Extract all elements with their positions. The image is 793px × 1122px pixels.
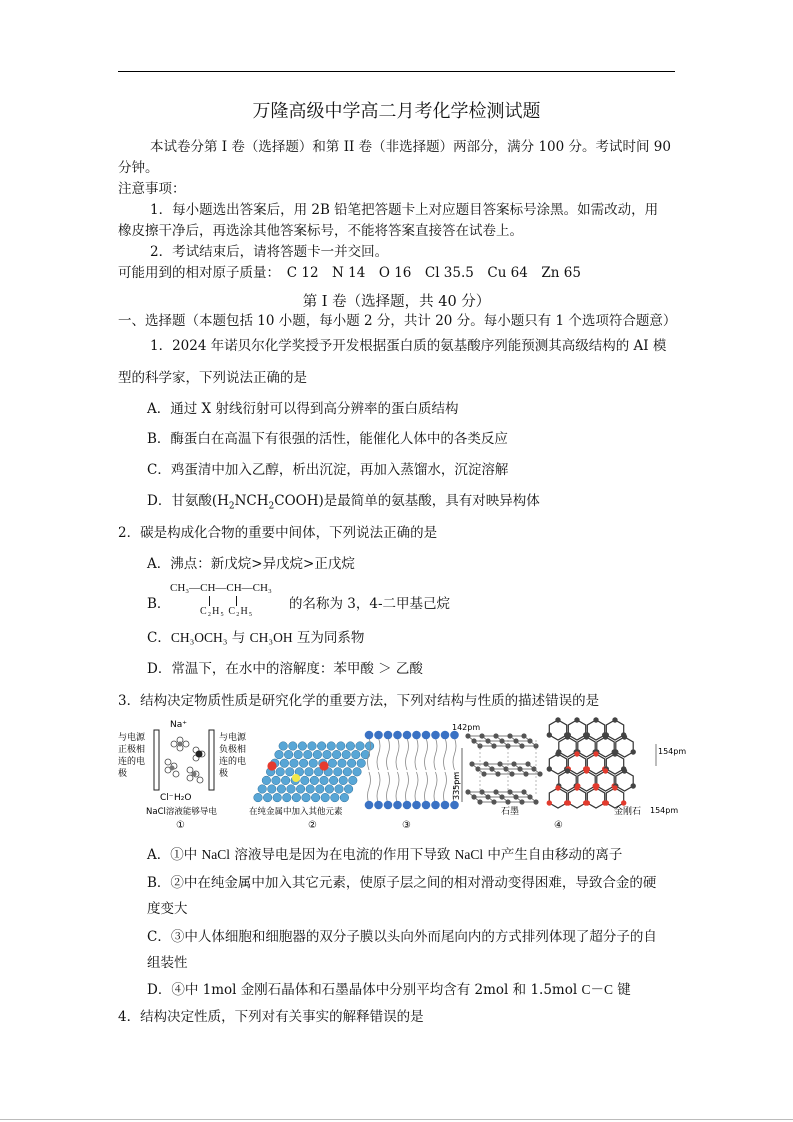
lipid-tail-bottom (425, 772, 428, 804)
q1-option-d: D．甘氨酸$(H_2NCH_2COOH)$是最简单的氨基酸，具有对映异构体 (147, 493, 540, 512)
metal-atom (280, 759, 289, 768)
struct-bond-2 (236, 596, 237, 606)
lipid-tail-top (406, 738, 409, 770)
bilayer-panel (365, 731, 459, 831)
diamond-ring (568, 720, 585, 740)
q2-stem: 2．碳是构成化合物的重要中间体，下列说法正确的是 (118, 525, 438, 541)
metal-atom (289, 742, 298, 751)
carbon-atom (509, 771, 514, 776)
diamond-atom (593, 785, 598, 790)
q1-stem-line1: 1．2024 年诺贝尔化学奖授予开发根据蛋白质的氨基酸序列能预测其高级结构的 AI 模 (150, 338, 667, 354)
metal-atom (294, 750, 303, 759)
metal-atom (365, 742, 374, 751)
metal-atom (263, 793, 272, 802)
lipid-head-top (403, 731, 412, 740)
diamond-atom (566, 800, 571, 805)
lipid-tail-bottom (396, 772, 399, 804)
metal-atom (298, 742, 307, 751)
diamond-atom (593, 717, 598, 722)
q2-option-d: D．常温下，在水中的溶解度：苯甲酸 ＞ 乙酸 (147, 661, 423, 677)
metal-atom (323, 750, 332, 759)
metal-atom (262, 776, 271, 785)
diamond-ring (587, 720, 604, 740)
lipid-head-top (374, 731, 383, 740)
diamond-ring (597, 737, 614, 757)
figure-number-4: ④ (554, 820, 563, 831)
metal-atom (335, 785, 344, 794)
metal-atom (292, 793, 301, 802)
diamond-atom (612, 785, 617, 790)
carbon-atom (517, 766, 522, 771)
diamond-ring (606, 788, 623, 808)
metal-atom (331, 793, 340, 802)
metal-atom (268, 785, 277, 794)
q1-option-b: B．酶蛋白在高温下有很强的活性，能催化人体中的各类反应 (147, 431, 508, 447)
left-electrode-label-4: 极 (118, 769, 128, 779)
metal-atom (273, 793, 282, 802)
carbon-atom (465, 789, 470, 794)
metal-atom (287, 785, 296, 794)
struct-bottom: C₂H₅ C₂H₅ (200, 606, 254, 617)
lipid-tail-top (396, 738, 399, 770)
carbon-atom (519, 799, 524, 804)
lipid-head-top (384, 731, 393, 740)
metal-atom (352, 750, 361, 759)
metal-atom (304, 750, 313, 759)
diamond-ring (549, 788, 566, 808)
diamond-atom (631, 749, 636, 754)
nacl-solution-panel (118, 720, 247, 831)
diamond-atom (574, 751, 579, 756)
lipid-tail-bottom (434, 772, 437, 804)
metal-atom (325, 785, 334, 794)
lipid-head-bottom (441, 801, 450, 810)
metal-atom (258, 785, 267, 794)
diamond-atom (574, 717, 579, 722)
diamond-atom (584, 768, 589, 773)
q3-structure-figure (116, 716, 687, 834)
metal-atom (327, 742, 336, 751)
hydrated-ions (165, 737, 205, 783)
q2-option-b-text: 的名称为 3，4-二甲基己烷 (289, 596, 451, 612)
carbon-atom (525, 761, 530, 766)
carbon-atom (491, 799, 496, 804)
graphite-layer-spacing: 335pm (452, 771, 461, 800)
metal-atom (317, 742, 326, 751)
diamond-atom (555, 751, 560, 756)
diamond-lattice (547, 717, 636, 808)
q3-option-c-line2: 组装性 (147, 955, 188, 971)
metal-atom (334, 768, 343, 777)
intro-line2: 分钟。 (118, 160, 159, 176)
carbon-atom (527, 738, 532, 743)
diamond-atom (585, 800, 590, 805)
diamond-ring (616, 771, 633, 791)
foreign-atom-1 (267, 761, 276, 770)
lipid-tail-bottom (406, 772, 409, 804)
carbon-atom (521, 733, 526, 738)
metal-atom (338, 759, 347, 768)
q1-option-a: A．通过 X 射线衍射可以得到高分辨率的蛋白质结构 (147, 401, 459, 417)
metal-atom (343, 768, 352, 777)
metal-atom (356, 742, 365, 751)
carbon-atom (483, 761, 488, 766)
diamond-atom (584, 734, 589, 739)
q4-stem: 4．结构决定性质，下列对有关事实的解释错误的是 (118, 1009, 424, 1025)
metal-atom (313, 750, 322, 759)
metal-atom (342, 750, 351, 759)
left-electrode-label-1: 与电源 (118, 733, 146, 743)
graphite-lattice (465, 733, 542, 804)
diamond-atom (574, 785, 579, 790)
struct-top: CH₃—CH—CH—CH₃ (170, 582, 272, 594)
lipid-tail-top (453, 738, 456, 770)
carbon-atom (507, 733, 512, 738)
carbon-atom (489, 766, 494, 771)
metal-atom (316, 785, 325, 794)
lipid-head-top (365, 731, 374, 740)
metal-atom (357, 759, 366, 768)
metal-atom (308, 742, 317, 751)
carbon-atom (519, 743, 524, 748)
caption-1: NaCl溶液能够导电 (146, 807, 217, 817)
lipid-tail-top (434, 738, 437, 770)
metal-atom (321, 793, 330, 802)
diamond-atom (622, 768, 627, 773)
lipid-tail-top (377, 738, 380, 770)
figure-number-3: ③ (402, 820, 411, 831)
lipid-tail-bottom (368, 772, 371, 804)
right-electrode-label-2: 负极相 (219, 745, 247, 755)
lipid-tail-top (415, 738, 418, 770)
diamond-ring (606, 720, 623, 740)
carbon-atom (471, 738, 476, 743)
carbon-atom (469, 761, 474, 766)
left-electrode-label-3: 连的电 (118, 757, 146, 767)
struct-bond-1 (209, 596, 210, 606)
note1-line2: 橡皮擦干净后，再选涂其他答案标号，不能将答案直接答在试卷上。 (118, 223, 523, 239)
carbon-atom (505, 799, 510, 804)
metal-atom (344, 785, 353, 794)
q2-option-a: A．沸点：新戊烷>异戊烷>正戊烷 (147, 556, 355, 572)
metal-atom (277, 785, 286, 794)
diamond-atom (593, 751, 598, 756)
caption-2: 在纯金属中加入其他元素 (249, 807, 343, 817)
diamond-ring (597, 771, 614, 791)
foreign-atom-3 (292, 774, 300, 782)
right-electrode-label-1: 与电源 (219, 733, 247, 743)
notice-heading: 注意事项： (118, 181, 186, 197)
carbon-atom (521, 789, 526, 794)
bilayer-lipids (365, 731, 459, 810)
lipid-head-top (412, 731, 421, 740)
diamond-ring (559, 771, 576, 791)
metal-atom (301, 776, 310, 785)
metal-atom (279, 742, 288, 751)
metal-atom (296, 785, 305, 794)
q2-option-c: C．CH₃OCH₃ 与 CH₃OH 互为同系物 (147, 630, 365, 646)
graphite-caption: 石墨 (501, 807, 520, 817)
graphite-panel (452, 723, 543, 817)
metal-atom (349, 776, 358, 785)
lipid-head-bottom (403, 801, 412, 810)
left-electrode (154, 730, 159, 790)
diamond-ring (549, 754, 566, 774)
carbon-atom (493, 789, 498, 794)
metal-atom (353, 768, 362, 777)
note1-line1: 1．每小题选出答案后，用 2B 铅笔把答题卡上对应题目答案标号涂黑。如需改动，用 (150, 202, 659, 218)
metal-atom (275, 750, 284, 759)
carbon-atom (479, 733, 484, 738)
lipid-tail-bottom (415, 772, 418, 804)
lipid-tail-bottom (444, 772, 447, 804)
diamond-ring (559, 737, 576, 757)
diamond-ring (616, 737, 633, 757)
right-electrode-label-3: 连的电 (219, 757, 247, 767)
lipid-head-bottom (374, 801, 383, 810)
diamond-ring (578, 771, 595, 791)
atomic-masses: 可能用到的相对原子质量： C 12 N 14 O 16 Cl 35.5 Cu 64 Zn 65 (118, 265, 581, 281)
metal-atom (311, 793, 320, 802)
diamond-atom (604, 800, 609, 805)
alloy-panel (249, 742, 374, 831)
q3-option-c-line1: C．③中人体细胞和细胞器的双分子膜以头向外而尾向内的方式排列体现了超分子的自 (147, 929, 657, 945)
carbon-atom (471, 794, 476, 799)
lipid-head-bottom (431, 801, 440, 810)
carbon-atom (523, 771, 528, 776)
lipid-head-bottom (450, 801, 459, 810)
lipid-head-top (431, 731, 440, 740)
metal-atom (299, 759, 308, 768)
diamond-atom (622, 734, 627, 739)
diamond-atom (555, 717, 560, 722)
cl-ion-label: Cl⁻ (160, 793, 174, 803)
carbon-atom (499, 738, 504, 743)
carbon-atom (513, 738, 518, 743)
diamond-atom (603, 734, 608, 739)
lipid-tail-top (387, 738, 390, 770)
carbon-atom (511, 761, 516, 766)
diamond-ring (578, 737, 595, 757)
graphite-bond-length: 142pm (452, 723, 481, 732)
lipid-head-top (441, 731, 450, 740)
note2: 2．考试结束后，请将答题卡一并交回。 (150, 244, 389, 260)
diamond-atom (547, 732, 552, 737)
lipid-tail-bottom (377, 772, 380, 804)
page-title: 万隆高级中学高二月考化学检测试题 (252, 101, 541, 122)
lipid-head-bottom (422, 801, 431, 810)
lipid-head-top (393, 731, 402, 740)
carbon-atom (491, 743, 496, 748)
metal-atom (329, 776, 338, 785)
diamond-ring (568, 788, 585, 808)
carbon-atom (495, 771, 500, 776)
metal-atom (328, 759, 337, 768)
water-label: H₂O (174, 793, 192, 803)
lipid-head-bottom (365, 801, 374, 810)
diamond-atom (631, 783, 636, 788)
carbon-atom (477, 799, 482, 804)
q1-option-c: C．鸡蛋清中加入乙醇，析出沉淀，再加入蒸馏水，沉淀溶解 (147, 462, 509, 478)
metal-atom (284, 750, 293, 759)
diamond-ring (606, 754, 623, 774)
lipid-head-bottom (412, 801, 421, 810)
q3-option-a: A．①中 NaCl 溶液导电是因为在电流的作用下导致 NaCl 中产生自由移动的离子 (147, 847, 623, 863)
diamond-atom (612, 751, 617, 756)
metal-atom (310, 776, 319, 785)
lipid-head-bottom (393, 801, 402, 810)
carbon-atom (499, 794, 504, 799)
lipid-tail-top (444, 738, 447, 770)
diamond-atom (621, 800, 626, 805)
metal-atom (305, 768, 314, 777)
carbon-atom (465, 733, 470, 738)
q1-stem-line2: 型的科学家，下列说法正确的是 (118, 370, 307, 386)
diamond-bond-length-1: 154pm (658, 747, 687, 756)
carbon-atom (481, 771, 486, 776)
diamond-ring (568, 754, 585, 774)
carbon-atom (527, 794, 532, 799)
right-electrode (209, 730, 214, 790)
metal-atom (290, 759, 299, 768)
carbon-atom (533, 799, 538, 804)
diamond-bond-length-2: 154pm (650, 806, 679, 815)
metal-atom (337, 742, 346, 751)
carbon-atom (485, 794, 490, 799)
figure-number-1: ① (176, 820, 185, 831)
chloride-ion (196, 751, 203, 758)
lipid-tail-bottom (387, 772, 390, 804)
section1-instructions: 一、选择题（本题包括 10 小题，每小题 2 分，共计 20 分。每小题只有 1 个选项符合题意） (118, 313, 677, 329)
metal-atom (302, 793, 311, 802)
diamond-atom (603, 768, 608, 773)
section1-title: 第 I 卷（选择题，共 40 分） (302, 294, 491, 310)
metal-atom (340, 793, 349, 802)
q2-structural-formula (170, 582, 290, 622)
metal-atom (309, 759, 318, 768)
diamond-ring (549, 720, 566, 740)
metal-atom (272, 776, 281, 785)
carbon-atom (537, 771, 542, 776)
carbon-atom (493, 733, 498, 738)
diamond-atom (547, 800, 552, 805)
figure-number-2: ② (308, 820, 317, 831)
header-rule (118, 71, 675, 72)
metal-atom (332, 750, 341, 759)
metal-atom (286, 768, 295, 777)
metal-atom (281, 776, 290, 785)
diamond-caption: 金刚石 (614, 807, 642, 817)
q3-stem: 3．结构决定物质性质是研究化学的重要方法，下列对结构与性质的描述错误的是 (118, 693, 600, 709)
q3-option-b-line2: 度变大 (147, 901, 188, 917)
metal-atom (346, 742, 355, 751)
q2-option-b-label: B． (147, 596, 171, 612)
diamond-atom (555, 785, 560, 790)
diamond-panel (547, 717, 687, 831)
lipid-tail-top (425, 738, 428, 770)
na-ion-label: Na⁺ (170, 720, 187, 730)
lipid-head-top (422, 731, 431, 740)
diamond-atom (612, 717, 617, 722)
diamond-atom (547, 766, 552, 771)
metal-atom (347, 759, 356, 768)
carbon-atom (497, 761, 502, 766)
diamond-atom (565, 768, 570, 773)
diamond-ring (587, 788, 604, 808)
metal-atom (254, 793, 263, 802)
q3-option-d: D．④中 1mol 金刚石晶体和石墨晶体中分别平均含有 2mol 和 1.5mol C－C 键 (147, 982, 631, 998)
diamond-atom (565, 734, 570, 739)
diamond-ring (587, 754, 604, 774)
foreign-atom-2 (319, 761, 328, 770)
page-bottom-edge (0, 1119, 793, 1120)
right-electrode-label-4: 极 (219, 769, 229, 779)
lipid-head-bottom (384, 801, 393, 810)
metal-atom (339, 776, 348, 785)
intro-line1: 本试卷分第 I 卷（选择题）和第 II 卷（非选择题）两部分，满分 100 分。考试时间 90 (150, 139, 671, 155)
metal-atom (276, 768, 285, 777)
metal-atom (320, 776, 329, 785)
metal-atom (306, 785, 315, 794)
q3-option-b-line1: B．②中在纯金属中加入其它元素，使原子层之间的相对滑动变得困难，导致合金的硬 (147, 875, 657, 891)
metal-atom (283, 793, 292, 802)
carbon-atom (485, 738, 490, 743)
carbon-atom (513, 794, 518, 799)
left-electrode-label-2: 正极相 (118, 745, 146, 755)
